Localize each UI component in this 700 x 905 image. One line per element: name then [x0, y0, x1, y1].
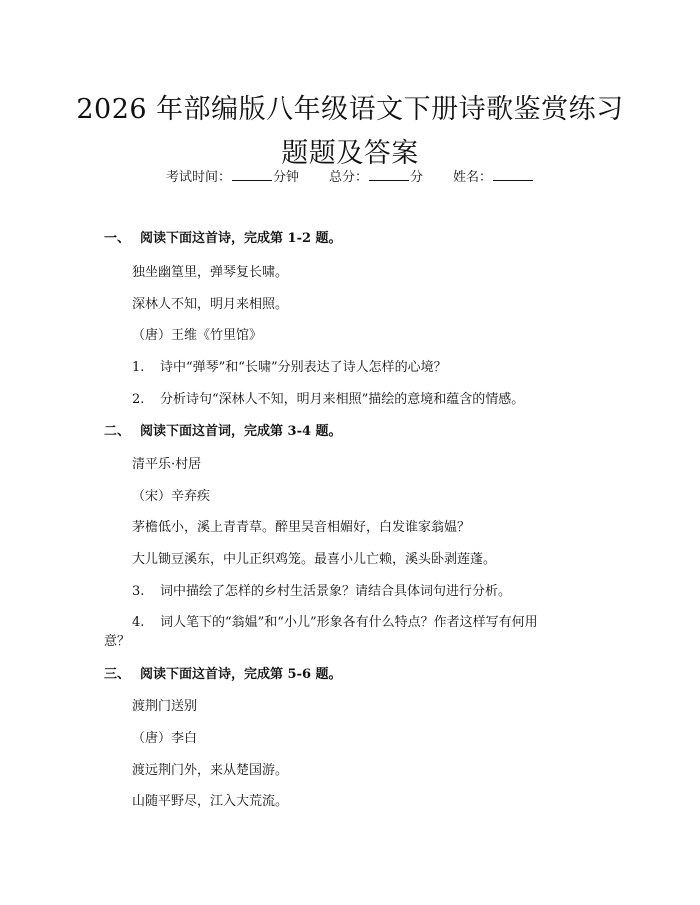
section-number: 一、: [104, 231, 131, 246]
question-text: 词中描绘了怎样的乡村生活景象？请结合具体词句进行分析。: [160, 584, 512, 599]
time-label: 考试时间：: [165, 170, 231, 185]
poem-line: 渡远荆门外，来从楚国游。: [132, 763, 289, 778]
poem-author: （宋）辛弃疾: [132, 489, 211, 504]
time-unit: 分钟: [272, 170, 299, 185]
name-label: 姓名：: [453, 170, 493, 185]
name-blank: [493, 167, 533, 181]
exam-meta: [0, 167, 700, 188]
question-number: 2.: [132, 392, 145, 407]
section-number: 三、: [104, 667, 131, 682]
score-blank: [369, 167, 409, 181]
question-number: 3.: [132, 584, 145, 599]
time-blank: [232, 167, 272, 181]
poem-line: 深林人不知，明月来相照。: [132, 297, 289, 312]
section-heading-2: [104, 422, 342, 442]
question-number: 4.: [132, 615, 145, 630]
question-2: [132, 390, 524, 410]
question-1: [132, 358, 447, 378]
section-heading-3: [104, 665, 342, 685]
score-label: 总分：: [328, 170, 368, 185]
title-line-2: 题题及答案: [281, 138, 419, 169]
title-line-1: 2026 年部编版八年级语文下册诗歌鉴赏练习: [76, 94, 624, 125]
score-unit: 分: [410, 170, 424, 185]
question-text: 分析诗句“深林人不知，明月来相照”描绘的意境和蕴含的情感。: [160, 392, 525, 407]
poem-line: 山随平野尽，江入大荒流。: [132, 794, 289, 809]
poem-line: 独坐幽篁里，弹琴复长啸。: [132, 265, 289, 280]
question-text: 词人笔下的“翁媪”和“小儿”形象各有什么特点？作者这样写有何用: [160, 615, 538, 630]
document-title: [60, 88, 640, 176]
poem-line: 茅檐低小，溪上青青草。醉里吴音相媚好，白发谁家翁媪？: [132, 520, 471, 535]
section-heading-text: 阅读下面这首诗，完成第 5-6 题。: [140, 667, 342, 682]
poem-title: 清平乐·村居: [132, 457, 202, 472]
poem-source: （唐）王维《竹里馆》: [132, 328, 263, 343]
section-heading-text: 阅读下面这首诗，完成第 1-2 题。: [140, 231, 342, 246]
question-4: [132, 613, 538, 633]
poem-line: 大儿锄豆溪东，中儿正织鸡笼。最喜小儿亡赖，溪头卧剥莲蓬。: [132, 552, 497, 567]
question-text: 诗中“弹琴”和“长啸”分别表达了诗人怎样的心境？: [160, 360, 447, 375]
section-heading-1: [104, 229, 342, 249]
section-number: 二、: [104, 424, 131, 439]
section-heading-text: 阅读下面这首词，完成第 3-4 题。: [140, 424, 342, 439]
question-4-continued: 意？: [104, 634, 131, 649]
question-number: 1.: [132, 360, 145, 375]
poem-title: 渡荆门送别: [132, 699, 198, 714]
question-3: [132, 582, 511, 602]
poem-author: （唐）李白: [132, 731, 198, 746]
